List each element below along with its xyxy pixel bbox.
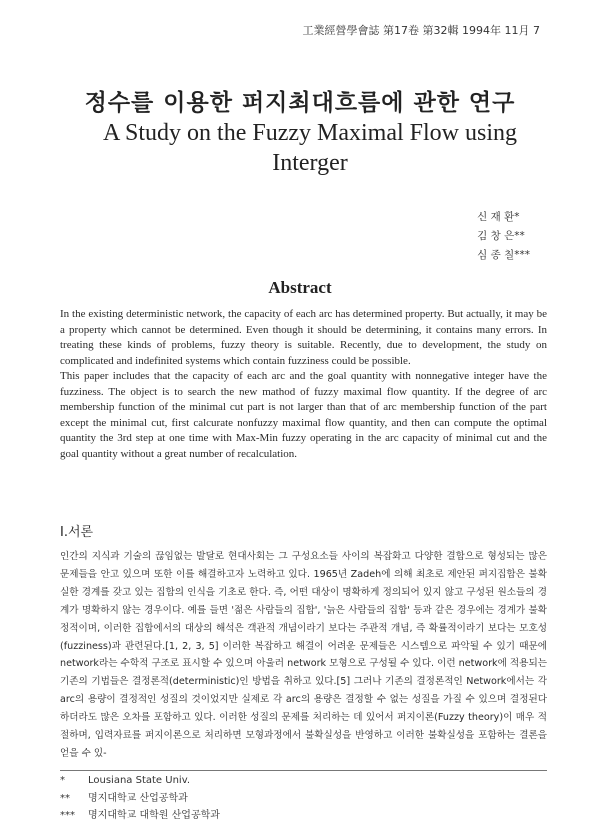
footnote-2 <box>60 790 220 808</box>
footnote-mark: * <box>60 775 65 786</box>
footnotes <box>60 772 220 825</box>
abstract-paragraph-2: This paper includes that the capacity of each arc and the goal quantity with nonnegative integer have the fuzziness. The object is to search the new mathod of fuzzy maximal flow quantity. If the degree of arc membership function of the minimal cut part is not larger than that of arc membership function of the part except the minimal cut, first calcurate nonfuzzy maximal flow quantity, and then can compute the optimal quantity the 3rd step at one time with Max-Min fuzzy operating in the arc capacity of minimal cut and the goal quantity without a great number of recalculation. <box>60 370 547 460</box>
footnote-text: 명지대학교 대학원 산업공학과 <box>88 810 220 821</box>
footnote-divider <box>60 770 547 771</box>
footnote-text: 명지대학교 산업공학과 <box>88 792 188 804</box>
footnote-1 <box>60 772 220 790</box>
author-2: 김 창 은** <box>477 230 525 242</box>
title-english: A Study on the Fuzzy Maximal Flow using Interger <box>103 120 517 176</box>
author-list <box>477 208 530 265</box>
footnote-text: Lousiana State Univ. <box>88 775 191 786</box>
abstract-paragraph-1: In the existing deterministic network, the capacity of each arc has determined property. But actually, it may be a property which cannot be determined. Even though it should be determining, it contains many errors. In treating these kinds of problems, fuzzy theory is suitable. Recently, due to development, the study on complicated and indefinited systems which contain fuzziness could be possible. <box>60 308 547 367</box>
section-heading-introduction: Ⅰ.서론 <box>60 525 94 540</box>
author-1: 신 재 환* <box>477 211 520 223</box>
introduction-body: 인간의 지식과 기술의 끊임없는 발달로 현대사회는 그 구성요소들 사이의 복잡화고 다양한 결합으로 형성되는 많은 문제들을 안고 있으며 또한 이를 해결하고자 노력하고 있다. 1965년 Zadeh에 의해 최초로 제안된 퍼지집합은 불확실한 경계를 갖고 있는 집합의 인식을 기초로 한다. 즉, 어떤 대상이 명확하게 정의되어 있지 않고 구성된 원소들의 경계가 명확하지 않는 경우이다. 예를 들면 '젊은 사람들의 집합', '늙은 사람들의 집합' 등과 같은 경우에는 경계가 불확정적이며, 이러한 집합에서의 대상의 해석은 객관적 개념이라기 보다는 주관적 개념, 즉 확률적이라기 보다는 모호성(fuzziness)과 관련된다.[1, 2, 3, 5] 이러한 복잡하고 해결이 어려운 문제들은 시스템으로 파악될 수 있기 때문에 network라는 수학적 구조로 표시할 수 있으며 아울러 network 모형으로 구성될 수 있다. 이런 network에 적용되는 기존의 기법들은 결정론적(deterministic)인 방법을 취하고 있다.[5] 그러나 기존의 결정론적인 Network에서는 각 arc의 용량이 결정적인 성질의 것이었지만 실제로 각 arc의 용량은 결정할 수 없는 성질을 가질 수 있으며 결정된다 하더라도 많은 오차를 포함하고 있다. 이러한 성질의 문제를 처리하는 데 있어서 퍼지이론(Fuzzy theory)이 매우 적절하며, 입력자료를 퍼지이론으로 처리하면 모형과정에서 불확실성을 반영하고 이러한 불확실성을 포함하는 결론을 얻을 수 있- <box>60 551 547 759</box>
running-header: 工業經營學會誌 第17卷 第32輯 1994年 11月 7 <box>302 24 540 37</box>
abstract-body <box>60 307 547 462</box>
abstract-heading: Abstract <box>268 278 332 297</box>
footnote-mark: *** <box>60 810 75 821</box>
author-3: 심 종 칠*** <box>477 249 530 261</box>
footnote-mark: ** <box>60 792 70 804</box>
title-korean: 정수를 이용한 퍼지최대흐름에 관한 연구 <box>84 90 516 116</box>
footnote-3 <box>60 807 220 825</box>
